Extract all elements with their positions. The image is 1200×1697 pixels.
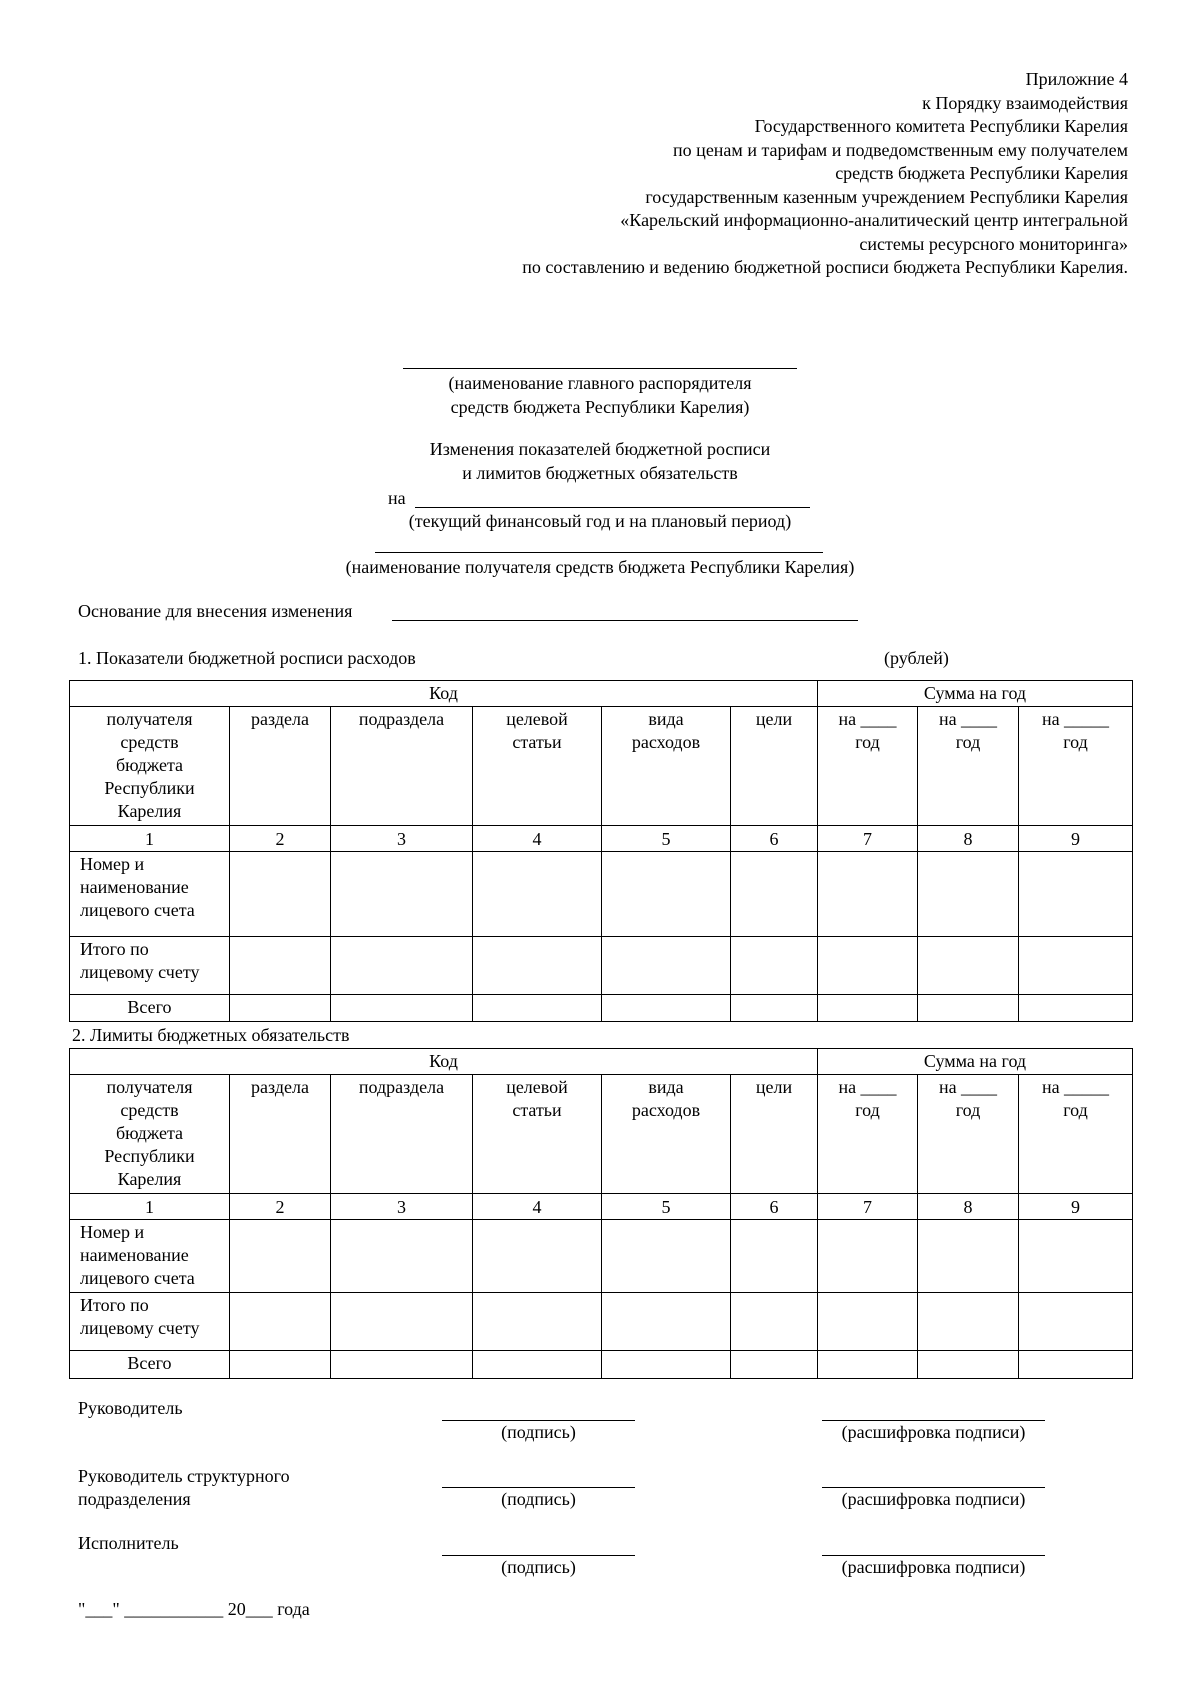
budget-indicators-table xyxy=(69,680,1133,1022)
document-title xyxy=(300,438,900,485)
chief-name-line[interactable] xyxy=(403,368,797,369)
column-number: 7 xyxy=(818,1194,918,1220)
header-line: системы ресурсного мониторинга» xyxy=(859,233,1128,254)
header-text: получателя xyxy=(106,1077,193,1097)
table-cell[interactable] xyxy=(918,1293,1019,1351)
header-text: средств xyxy=(120,732,179,752)
table-cell[interactable] xyxy=(230,1220,331,1293)
table-cell[interactable] xyxy=(331,1293,473,1351)
table-cell[interactable] xyxy=(331,1220,473,1293)
signature-caption: (подпись) xyxy=(501,1557,576,1577)
table-cell[interactable] xyxy=(602,852,731,937)
grand-total-row-label: Всего xyxy=(70,1351,230,1379)
header-text: Карелия xyxy=(117,1169,182,1189)
row-label-text: Итого по xyxy=(80,1295,149,1315)
table-cell[interactable] xyxy=(602,1351,731,1379)
recipient-column-header xyxy=(70,1075,230,1194)
basis-label: Основание для внесения изменения xyxy=(78,601,353,621)
year1-column-header xyxy=(818,1075,918,1194)
table-cell[interactable] xyxy=(230,852,331,937)
header-line: к Порядку взаимодействия xyxy=(922,92,1128,113)
table-cell[interactable] xyxy=(230,1293,331,1351)
row-label-text: лицевому счету xyxy=(80,1318,200,1338)
header-text: Карелия xyxy=(117,801,182,821)
column-number: 8 xyxy=(918,1194,1019,1220)
year1-column-header xyxy=(818,707,918,826)
table-cell[interactable] xyxy=(918,1351,1019,1379)
table-cell[interactable] xyxy=(473,995,602,1022)
table-cell[interactable] xyxy=(602,1293,731,1351)
header-text: бюджета xyxy=(115,1123,184,1143)
year-caption: (текущий финансовый год и на плановый период) xyxy=(408,511,792,531)
row-label-text: наименование xyxy=(80,877,189,897)
table-cell[interactable] xyxy=(230,995,331,1022)
title-line: Изменения показателей бюджетной росписи xyxy=(429,439,771,459)
column-number: 5 xyxy=(602,826,731,852)
table-row xyxy=(70,937,1133,995)
subsection-column-header: подраздела xyxy=(331,707,473,826)
header-text: на ____ xyxy=(838,709,897,729)
column-numbers-row xyxy=(70,826,1133,852)
header-text: на _____ xyxy=(1041,1077,1110,1097)
sum-header: Сумма на год xyxy=(818,1049,1133,1075)
table-cell[interactable] xyxy=(602,995,731,1022)
column-number: 2 xyxy=(230,826,331,852)
table-cell[interactable] xyxy=(918,852,1019,937)
year2-column-header xyxy=(918,1075,1019,1194)
target-article-column-header xyxy=(473,1075,602,1194)
table-row xyxy=(70,995,1133,1022)
title-line: и лимитов бюджетных обязательств xyxy=(462,462,738,483)
column-number: 6 xyxy=(731,826,818,852)
year3-column-header xyxy=(1019,707,1133,826)
table-cell[interactable] xyxy=(1019,1293,1133,1351)
recipient-caption: (наименование получателя средств бюджета Республики Карелия) xyxy=(345,557,855,577)
grand-total-row-label: Всего xyxy=(70,995,230,1022)
chief-caption-line: (наименование главного распорядителя xyxy=(448,373,752,393)
header-text: целевой xyxy=(506,709,568,729)
column-number: 4 xyxy=(473,826,602,852)
header-text: на ____ xyxy=(838,1077,897,1097)
table-cell[interactable] xyxy=(602,1220,731,1293)
signature-caption: (подпись) xyxy=(501,1422,576,1442)
column-number: 7 xyxy=(818,826,918,852)
table-cell[interactable] xyxy=(1019,995,1133,1022)
appendix-header xyxy=(522,68,1128,280)
header-text: получателя xyxy=(106,709,193,729)
header-line: «Карельский информационно-аналитический центр интегральной xyxy=(620,210,1128,230)
table-cell[interactable] xyxy=(230,937,331,995)
header-text: год xyxy=(855,732,880,752)
table-cell[interactable] xyxy=(818,995,918,1022)
header-line: Государственного комитета Республики Карелия xyxy=(754,116,1128,136)
section-column-header: раздела xyxy=(230,707,331,826)
table-cell[interactable] xyxy=(731,937,818,995)
header-text: статьи xyxy=(512,732,562,752)
head-label: Руководитель xyxy=(78,1398,183,1418)
struct-head-label-line: Руководитель структурного xyxy=(78,1466,290,1486)
table-cell[interactable] xyxy=(731,852,818,937)
budget-limits-table xyxy=(69,1048,1133,1379)
header-text: вида xyxy=(648,709,684,729)
header-text: бюджета xyxy=(115,755,184,775)
table-cell[interactable] xyxy=(602,937,731,995)
kod-header: Код xyxy=(70,1049,818,1075)
chief-caption xyxy=(300,372,900,419)
recipient-name-line[interactable] xyxy=(375,552,823,553)
purpose-column-header: цели xyxy=(731,707,818,826)
table-cell[interactable] xyxy=(818,937,918,995)
header-text: на _____ xyxy=(1041,709,1110,729)
row-label-text: наименование xyxy=(80,1245,189,1265)
account-row-label xyxy=(70,852,230,937)
header-text: целевой xyxy=(506,1077,568,1097)
decoding-caption: (расшифровка подписи) xyxy=(841,1557,1026,1577)
header-text: год xyxy=(1063,732,1088,752)
table-cell[interactable] xyxy=(473,1351,602,1379)
column-number: 1 xyxy=(70,1194,230,1220)
account-total-row-label xyxy=(70,1293,230,1351)
table-cell[interactable] xyxy=(473,937,602,995)
year3-column-header xyxy=(1019,1075,1133,1194)
table-cell[interactable] xyxy=(473,1220,602,1293)
purpose-column-header: цели xyxy=(731,1075,818,1194)
table-cell[interactable] xyxy=(1019,937,1133,995)
header-line: по составлению и ведению бюджетной росписи бюджета Республики Карелия. xyxy=(522,257,1128,277)
column-number: 5 xyxy=(602,1194,731,1220)
struct-head-label-line: подразделения xyxy=(78,1489,191,1509)
year-line[interactable] xyxy=(415,507,810,508)
target-article-column-header xyxy=(473,707,602,826)
date-line: "___" ___________ 20___ года xyxy=(78,1599,310,1619)
recipient-column-header xyxy=(70,707,230,826)
table-cell[interactable] xyxy=(918,995,1019,1022)
table-cell[interactable] xyxy=(818,852,918,937)
header-text: на ____ xyxy=(938,709,998,729)
decoding-caption: (расшифровка подписи) xyxy=(841,1489,1026,1509)
column-number: 9 xyxy=(1019,1194,1133,1220)
table-cell[interactable] xyxy=(818,1293,918,1351)
table-cell[interactable] xyxy=(473,1293,602,1351)
header-line: государственным казенным учреждением Республики Карелия xyxy=(645,186,1128,207)
section-column-header: раздела xyxy=(230,1075,331,1194)
subsection-column-header: подраздела xyxy=(331,1075,473,1194)
basis-line[interactable] xyxy=(392,620,858,621)
table-cell[interactable] xyxy=(1019,852,1133,937)
header-text: средств xyxy=(120,1100,179,1120)
section2-title: 2. Лимиты бюджетных обязательств xyxy=(72,1025,350,1045)
table-cell[interactable] xyxy=(731,1351,818,1379)
column-number: 4 xyxy=(473,1194,602,1220)
table-cell[interactable] xyxy=(331,852,473,937)
table-cell[interactable] xyxy=(1019,1351,1133,1379)
sum-header: Сумма на год xyxy=(818,681,1133,707)
units-label: (рублей) xyxy=(884,648,949,668)
table-cell[interactable] xyxy=(731,1293,818,1351)
table-row xyxy=(70,1351,1133,1379)
column-number: 6 xyxy=(731,1194,818,1220)
column-numbers-row xyxy=(70,1194,1133,1220)
table-cell[interactable] xyxy=(918,937,1019,995)
column-number: 9 xyxy=(1019,826,1133,852)
decoding-caption: (расшифровка подписи) xyxy=(841,1422,1026,1442)
table-cell[interactable] xyxy=(1019,1220,1133,1293)
table-cell[interactable] xyxy=(331,937,473,995)
table-cell[interactable] xyxy=(731,1220,818,1293)
header-line: средств бюджета Республики Карелия xyxy=(835,163,1128,183)
column-number: 8 xyxy=(918,826,1019,852)
table-cell[interactable] xyxy=(818,1220,918,1293)
na-label: на xyxy=(388,488,406,508)
table-cell[interactable] xyxy=(918,1220,1019,1293)
table-cell[interactable] xyxy=(230,1351,331,1379)
table-cell[interactable] xyxy=(473,852,602,937)
table-cell[interactable] xyxy=(331,1351,473,1379)
header-text: год xyxy=(1063,1100,1088,1120)
column-number: 3 xyxy=(331,1194,473,1220)
column-number: 1 xyxy=(70,826,230,852)
header-text: вида xyxy=(648,1077,684,1097)
column-number: 2 xyxy=(230,1194,331,1220)
header-line: Приложние 4 xyxy=(1025,69,1128,89)
header-text: Республики xyxy=(104,778,195,798)
executor-label: Исполнитель xyxy=(78,1533,179,1553)
account-row-label xyxy=(70,1220,230,1293)
table-cell[interactable] xyxy=(331,995,473,1022)
year2-column-header xyxy=(918,707,1019,826)
expense-type-column-header xyxy=(602,707,731,826)
row-label-text: лицевого счета xyxy=(80,900,195,920)
row-label-text: лицевому счету xyxy=(80,962,200,982)
struct-head-label xyxy=(78,1465,290,1511)
header-text: расходов xyxy=(631,732,701,752)
row-label-text: Итого по xyxy=(80,939,149,959)
table-row xyxy=(70,852,1133,937)
table-cell[interactable] xyxy=(818,1351,918,1379)
account-total-row-label xyxy=(70,937,230,995)
kod-header: Код xyxy=(70,681,818,707)
header-text: год xyxy=(855,1100,880,1120)
header-text: расходов xyxy=(631,1100,701,1120)
header-line: по ценам и тарифам и подведомственным ему получателем xyxy=(673,139,1128,160)
signature-caption: (подпись) xyxy=(501,1489,576,1509)
chief-caption-line: средств бюджета Республики Карелия) xyxy=(450,396,750,417)
table-row xyxy=(70,1293,1133,1351)
table-cell[interactable] xyxy=(731,995,818,1022)
header-text: год xyxy=(955,732,981,752)
header-text: Республики xyxy=(104,1146,195,1166)
header-text: год xyxy=(955,1100,981,1120)
row-label-text: Номер и xyxy=(80,1222,145,1242)
header-text: на ____ xyxy=(938,1077,998,1097)
row-label-text: Номер и xyxy=(80,854,145,874)
section1-title: 1. Показатели бюджетной росписи расходов xyxy=(78,648,416,668)
header-text: статьи xyxy=(512,1100,562,1120)
row-label-text: лицевого счета xyxy=(80,1268,195,1288)
expense-type-column-header xyxy=(602,1075,731,1194)
column-number: 3 xyxy=(331,826,473,852)
table-row xyxy=(70,1220,1133,1293)
